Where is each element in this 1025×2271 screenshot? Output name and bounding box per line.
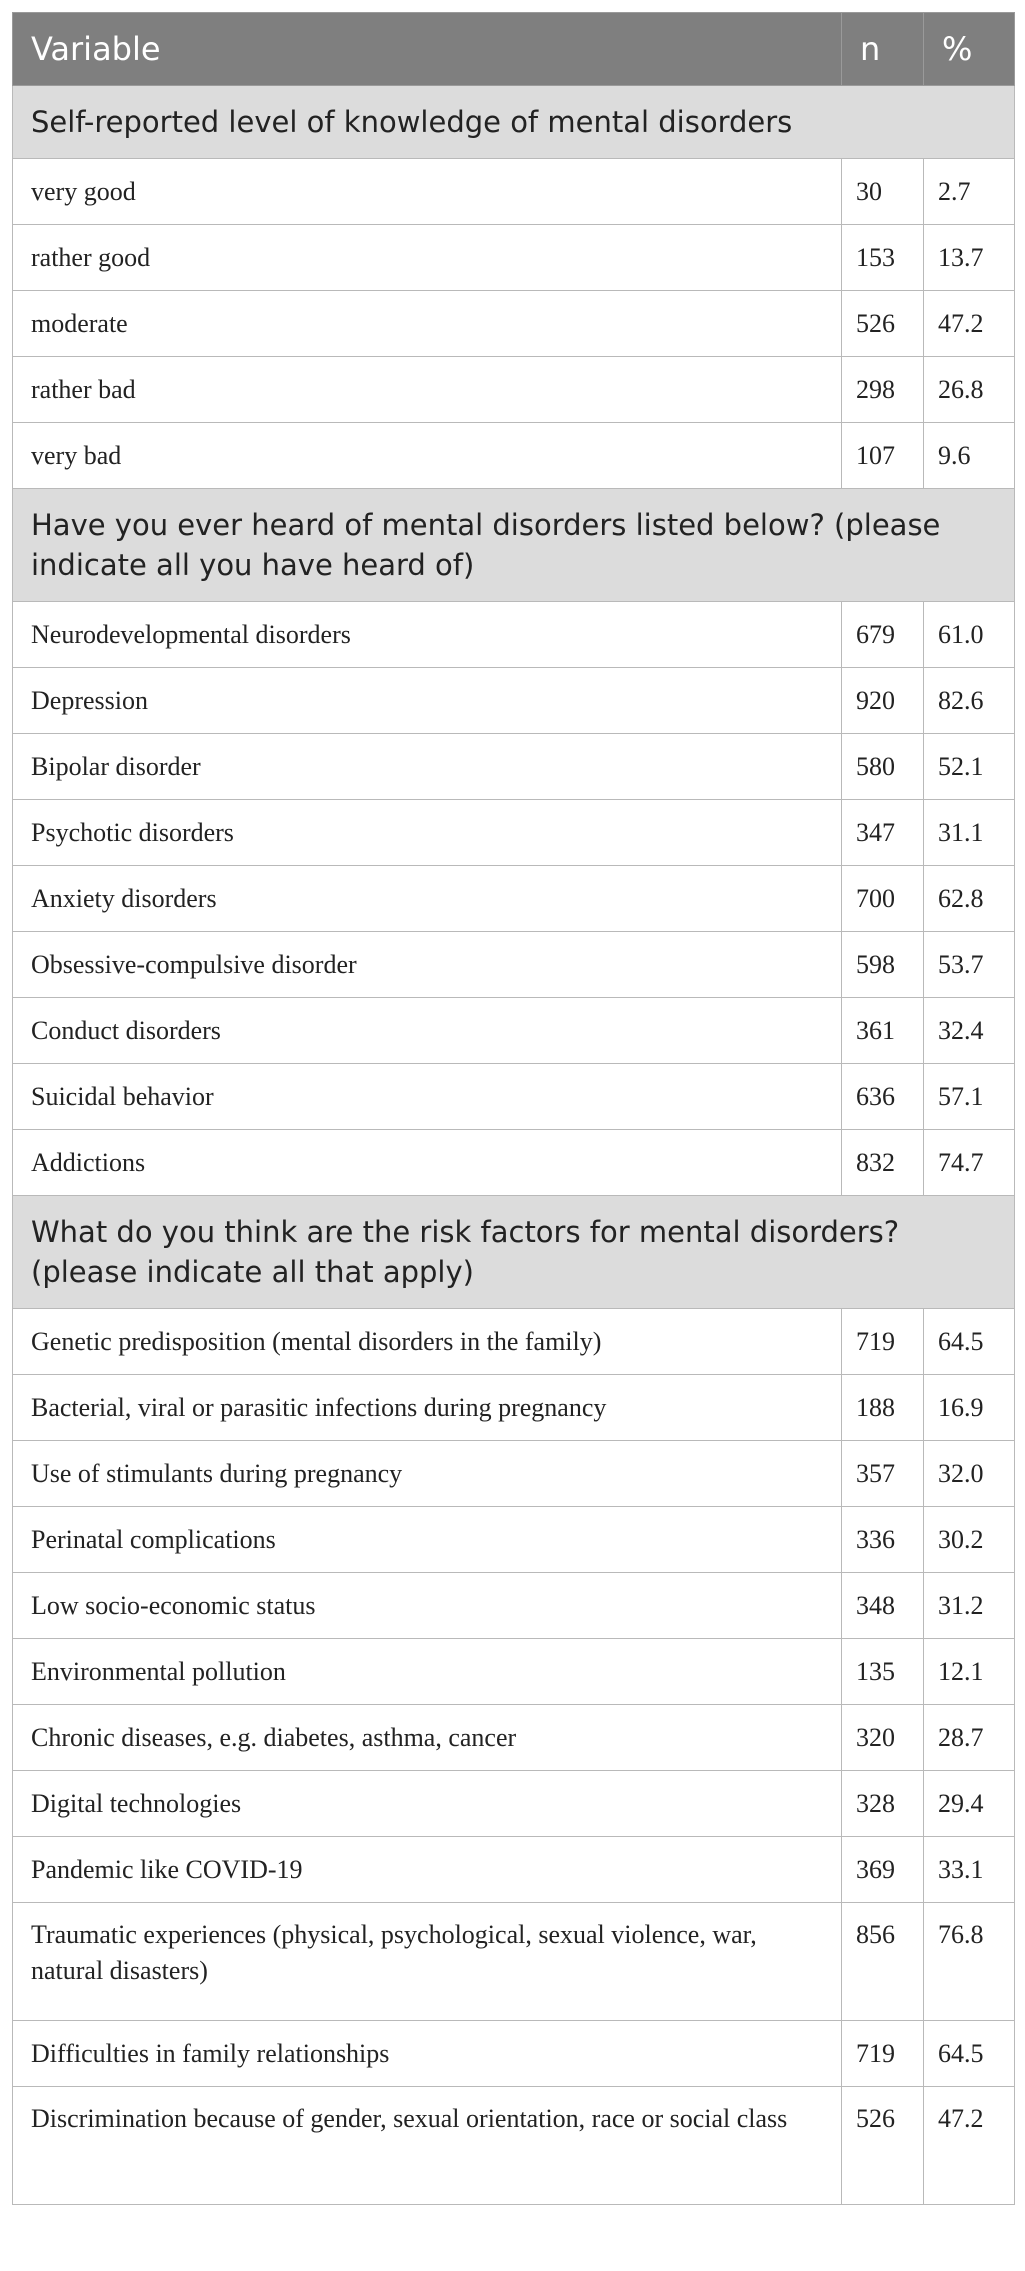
row-percent: 12.1	[924, 1639, 1015, 1705]
row-percent: 26.8	[924, 357, 1015, 423]
row-percent: 33.1	[924, 1837, 1015, 1903]
row-n: 153	[842, 225, 924, 291]
row-n: 920	[842, 668, 924, 734]
row-percent: 62.8	[924, 866, 1015, 932]
row-percent: 64.5	[924, 2021, 1015, 2087]
row-label: Traumatic experiences (physical, psychological, sexual violence, war, natural disasters)	[13, 1903, 842, 2021]
header-variable: Variable	[13, 13, 842, 86]
table-row	[13, 1507, 1015, 1573]
row-percent: 47.2	[924, 2087, 1015, 2205]
row-percent: 61.0	[924, 602, 1015, 668]
row-percent: 31.2	[924, 1573, 1015, 1639]
section-header-heard-of	[13, 489, 1015, 602]
table-row	[13, 1375, 1015, 1441]
section-header-knowledge	[13, 86, 1015, 159]
row-percent: 32.4	[924, 998, 1015, 1064]
row-n: 526	[842, 2087, 924, 2205]
table-row	[13, 357, 1015, 423]
row-label: Neurodevelopmental disorders	[13, 602, 842, 668]
row-percent: 13.7	[924, 225, 1015, 291]
row-label: Suicidal behavior	[13, 1064, 842, 1130]
header-n: n	[842, 13, 924, 86]
row-n: 700	[842, 866, 924, 932]
table-row	[13, 734, 1015, 800]
table-header-row	[13, 13, 1015, 86]
section-title: Self-reported level of knowledge of mental disorders	[13, 86, 1015, 159]
row-label: Environmental pollution	[13, 1639, 842, 1705]
row-percent: 52.1	[924, 734, 1015, 800]
row-label: Depression	[13, 668, 842, 734]
row-label: very good	[13, 159, 842, 225]
row-percent: 64.5	[924, 1309, 1015, 1375]
row-label: Addictions	[13, 1130, 842, 1196]
row-percent: 57.1	[924, 1064, 1015, 1130]
row-percent: 82.6	[924, 668, 1015, 734]
row-percent: 30.2	[924, 1507, 1015, 1573]
table-row	[13, 291, 1015, 357]
table-row	[13, 800, 1015, 866]
row-n: 30	[842, 159, 924, 225]
table-row	[13, 423, 1015, 489]
table-row	[13, 1309, 1015, 1375]
table-row	[13, 1639, 1015, 1705]
table-row	[13, 998, 1015, 1064]
row-label: Difficulties in family relationships	[13, 2021, 842, 2087]
row-n: 135	[842, 1639, 924, 1705]
row-n: 188	[842, 1375, 924, 1441]
data-table-container	[12, 12, 1014, 2205]
row-percent: 29.4	[924, 1771, 1015, 1837]
table-row	[13, 2021, 1015, 2087]
row-label: Conduct disorders	[13, 998, 842, 1064]
row-label: rather good	[13, 225, 842, 291]
row-percent: 74.7	[924, 1130, 1015, 1196]
row-label: Bacterial, viral or parasitic infections during pregnancy	[13, 1375, 842, 1441]
row-label: Obsessive-compulsive disorder	[13, 932, 842, 998]
row-label: Low socio-economic status	[13, 1573, 842, 1639]
row-n: 526	[842, 291, 924, 357]
row-percent: 9.6	[924, 423, 1015, 489]
row-label: Pandemic like COVID-19	[13, 1837, 842, 1903]
row-n: 348	[842, 1573, 924, 1639]
section-header-risk-factors	[13, 1196, 1015, 1309]
row-n: 636	[842, 1064, 924, 1130]
row-percent: 28.7	[924, 1705, 1015, 1771]
row-n: 107	[842, 423, 924, 489]
table-row	[13, 1837, 1015, 1903]
row-percent: 47.2	[924, 291, 1015, 357]
section-title: Have you ever heard of mental disorders listed below? (please indicate all you have heard of)	[13, 489, 1015, 602]
table-row	[13, 1771, 1015, 1837]
table-row	[13, 2087, 1015, 2205]
row-n: 369	[842, 1837, 924, 1903]
table-row	[13, 866, 1015, 932]
row-percent: 32.0	[924, 1441, 1015, 1507]
row-n: 856	[842, 1903, 924, 2021]
row-label: very bad	[13, 423, 842, 489]
row-percent: 16.9	[924, 1375, 1015, 1441]
row-label: Digital technologies	[13, 1771, 842, 1837]
row-n: 719	[842, 1309, 924, 1375]
row-percent: 31.1	[924, 800, 1015, 866]
section-title: What do you think are the risk factors for mental disorders? (please indicate all that apply)	[13, 1196, 1015, 1309]
table-row	[13, 225, 1015, 291]
row-n: 328	[842, 1771, 924, 1837]
table-row	[13, 1573, 1015, 1639]
table-row	[13, 1441, 1015, 1507]
row-label: moderate	[13, 291, 842, 357]
table-row	[13, 1705, 1015, 1771]
row-n: 347	[842, 800, 924, 866]
row-label: Discrimination because of gender, sexual orientation, race or social class	[13, 2087, 842, 2205]
row-label: Bipolar disorder	[13, 734, 842, 800]
row-n: 719	[842, 2021, 924, 2087]
table-row	[13, 1130, 1015, 1196]
row-label: Use of stimulants during pregnancy	[13, 1441, 842, 1507]
row-label: Chronic diseases, e.g. diabetes, asthma, cancer	[13, 1705, 842, 1771]
row-label: Genetic predisposition (mental disorders in the family)	[13, 1309, 842, 1375]
table-row	[13, 1903, 1015, 2021]
row-n: 361	[842, 998, 924, 1064]
survey-results-table	[12, 12, 1015, 2205]
table-row	[13, 668, 1015, 734]
row-percent: 2.7	[924, 159, 1015, 225]
row-n: 679	[842, 602, 924, 668]
row-n: 336	[842, 1507, 924, 1573]
row-percent: 53.7	[924, 932, 1015, 998]
table-row	[13, 159, 1015, 225]
table-row	[13, 1064, 1015, 1130]
row-n: 580	[842, 734, 924, 800]
table-row	[13, 932, 1015, 998]
row-n: 832	[842, 1130, 924, 1196]
row-label: Perinatal complications	[13, 1507, 842, 1573]
row-label: Anxiety disorders	[13, 866, 842, 932]
row-label: rather bad	[13, 357, 842, 423]
row-label: Psychotic disorders	[13, 800, 842, 866]
row-n: 298	[842, 357, 924, 423]
table-row	[13, 602, 1015, 668]
row-percent: 76.8	[924, 1903, 1015, 2021]
row-n: 320	[842, 1705, 924, 1771]
header-percent: %	[924, 13, 1015, 86]
row-n: 357	[842, 1441, 924, 1507]
row-n: 598	[842, 932, 924, 998]
